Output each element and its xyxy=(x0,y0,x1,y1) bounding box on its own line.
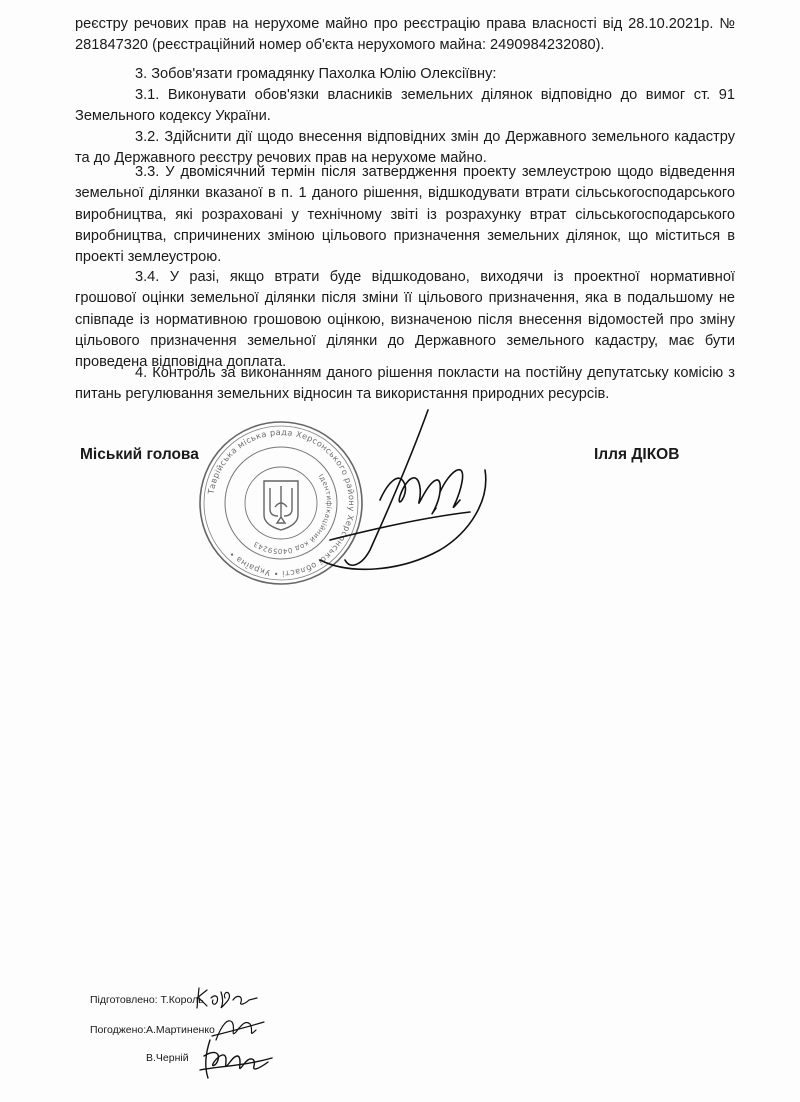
paragraph-3-1: 3.1. Виконувати обов'язки власників земельних ділянок відповідно до вимог ст. 91 Земельного кодексу України. xyxy=(75,87,735,125)
approver-2-signature xyxy=(196,1036,276,1082)
paragraph-registry-continuation: реєстру речових прав на нерухоме майно про реєстрацію права власності від 28.10.2021р. № 281847320 (реєстраційний номер об'єкта нерухомого майна: 2490984232080). xyxy=(75,16,735,54)
agreed-label: Погоджено: xyxy=(90,1024,147,1036)
preparer-signature xyxy=(193,984,263,1012)
paragraph-3-2: 3.2. Здійснити дії щодо внесення відповідних змін до Державного земельного кадастру та до Державного реєстру речових прав на нерухоме майно. xyxy=(75,129,735,167)
prepared-by-label: Підготовлено: Т.Король xyxy=(90,994,204,1006)
trident-icon xyxy=(264,481,298,530)
signatory-title: Міський голова xyxy=(80,446,199,463)
paragraph-3-3: 3.3. У двомісячний термін після затвердження проекту землеустрою щодо відведення земельної ділянки вказаної в п. 1 даного рішення, відшкодувати втрати сільськогосподарського виробництва, які розраховані у технічному звіті із розрахунку втрат сільськогосподарського виробництва, спричинених зміною цільового призначення земельних ділянок, що міститься в проекті землеустрою. xyxy=(75,164,735,266)
agreed-name-2: В.Черній xyxy=(146,1052,189,1064)
agreed-name-1: А.Мартиненко xyxy=(146,1024,215,1036)
mayor-signature xyxy=(310,400,520,580)
svg-text:Таврійська міська рада Херсонс: Таврійська міська рада Херсонського району Херсонської області • Україна • xyxy=(205,426,358,580)
signatory-name: Ілля ДІКОВ xyxy=(594,446,680,463)
paragraph-3: 3. Зобов'язати громадянку Пахолка Юлію Олексіївну: xyxy=(135,66,497,82)
svg-text:Ідентифікаційний код 04059243: Ідентифікаційний код 04059243 xyxy=(252,472,334,556)
paragraph-4: 4. Контроль за виконанням даного рішення покласти на постійну депутатську комісію з питань регулювання земельних відносин та використання природних ресурсів. xyxy=(75,365,735,403)
paragraph-3-4: 3.4. У разі, якщо втрати буде відшкодовано, виходячи із проектної нормативної грошової оцінки земельної ділянки після зміни її цільового призначення, яка в подальшому не співпаде із нормативною грошовою оцінкою, визначеною після внесення відомостей про зміну цільового призначення земельної ділянки до Державного земельного кадастру, має бути проведена відповідна доплата. xyxy=(75,269,735,371)
